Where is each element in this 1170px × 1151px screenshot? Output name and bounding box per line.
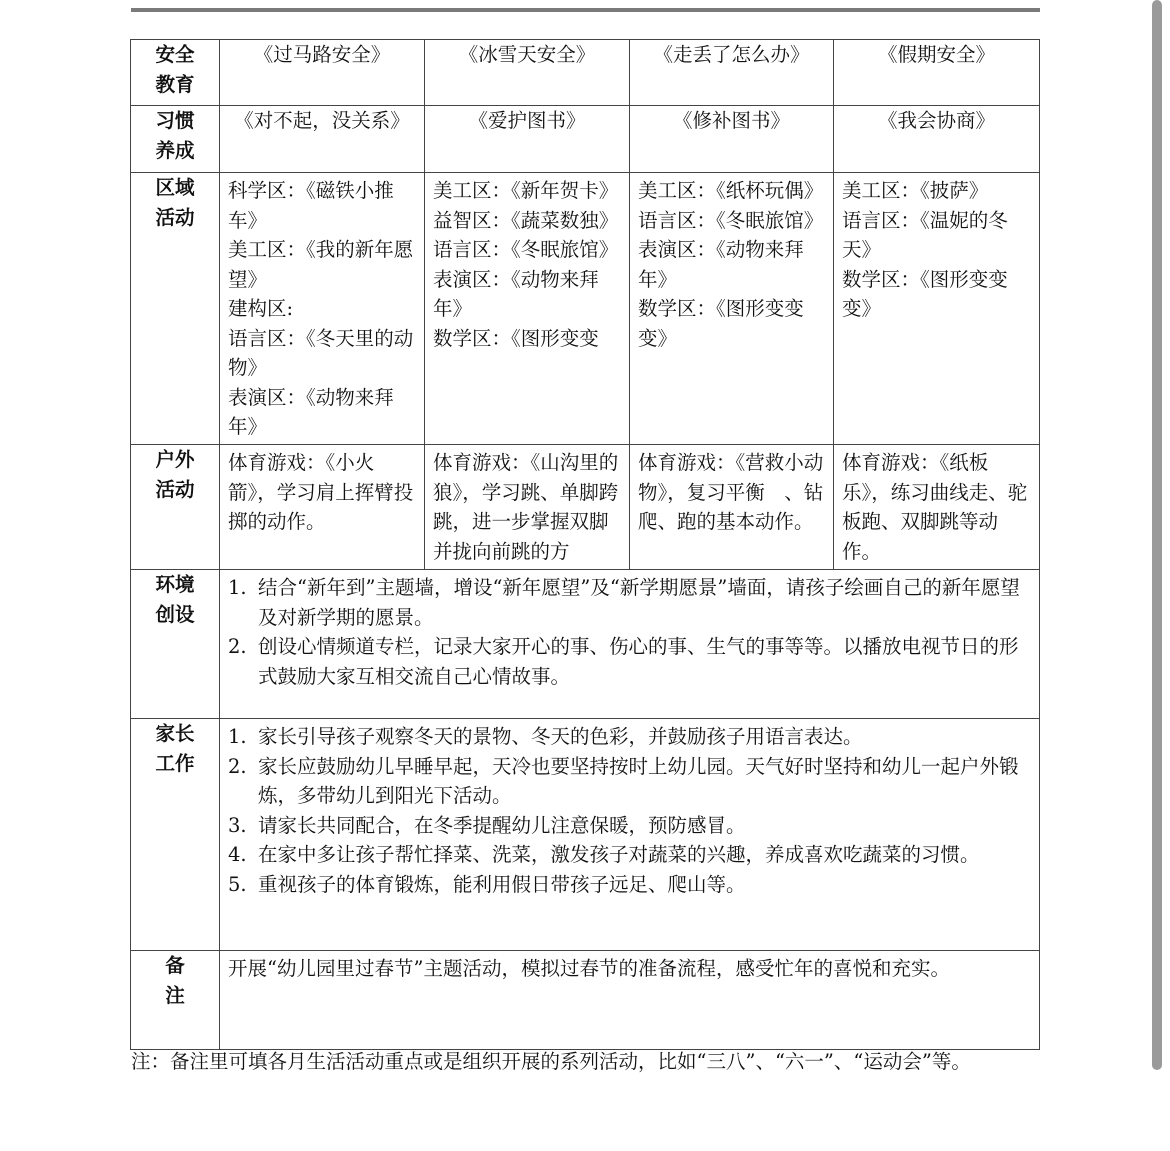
row-label-environment: [131, 570, 220, 719]
item-number: 1.: [228, 576, 247, 599]
label-text: 习惯: [155, 109, 195, 132]
list-item: [228, 632, 1031, 691]
area-list: [425, 173, 629, 444]
area-activity: 语言区：《冬眠旅馆》: [638, 208, 824, 232]
outdoor-week-3: [630, 445, 834, 570]
habit-week-3: 《修补图书》: [630, 106, 834, 173]
outdoor-text: 体育游戏：《山沟里的狼》，学习跳、单脚跨跳，进一步掌握双脚并拢向前跳的方: [433, 451, 619, 563]
list-item: [228, 722, 1031, 752]
safety-week-1: 《过马路安全》: [220, 40, 425, 106]
outdoor-week-4: [834, 445, 1040, 570]
label-text: 工作: [155, 752, 195, 775]
area-activity: 语言区：《冬天里的动物》: [228, 326, 414, 379]
item-number: 2.: [228, 635, 247, 658]
row-label-remarks: [131, 951, 220, 1050]
outdoor-text: 体育游戏：《营救小动物》，复习平衡 、钻爬、跑的基本动作。: [638, 451, 824, 533]
item-text: 请家长共同配合，在冬季提醒幼儿注意保暖，预防感冒。: [258, 813, 746, 837]
list-item: [228, 811, 1031, 841]
row-remarks: [131, 951, 1040, 1050]
item-number: 2.: [228, 754, 247, 778]
remarks-content: [220, 951, 1040, 1050]
item-number: 1.: [228, 725, 247, 748]
row-parents: [131, 719, 1040, 951]
area-activity: 美工区：《新年贺卡》: [433, 179, 619, 202]
safety-week-3: 《走丢了怎么办》: [630, 40, 834, 106]
list-item: [228, 573, 1031, 632]
habit-week-4: 《我会协商》: [834, 106, 1040, 173]
item-number: 3.: [228, 813, 247, 837]
list-item: [228, 840, 1031, 870]
habit-week-1: 《对不起，没关系》: [220, 106, 425, 173]
row-environment: [131, 570, 1040, 719]
row-label-habit: [131, 106, 220, 173]
area-list: [834, 173, 1039, 444]
row-label-parents: [131, 719, 220, 951]
outdoor-text: 体育游戏：《纸板乐》，练习曲线走、驼板跑、双脚跳等动作。: [842, 451, 1028, 563]
area-activity: 语言区：《冬眠旅馆》: [433, 238, 619, 261]
area-list: [630, 173, 833, 444]
area-activity: 数学区：《图形变变变》: [842, 267, 1008, 320]
label-line: [131, 570, 219, 630]
area-activity: 表演区：《动物来拜年》: [638, 238, 804, 291]
row-area: [131, 173, 1040, 445]
row-label-safety: [131, 40, 220, 106]
area-activity: 美工区：《披萨》: [842, 179, 989, 202]
label-line: [131, 40, 219, 100]
outdoor-week-2: [425, 445, 630, 570]
area-activity: 表演区：《动物来拜年》: [228, 385, 394, 438]
row-safety: [131, 40, 1040, 106]
area-activity: 美工区：《纸杯玩偶》: [638, 179, 824, 202]
parents-list: [220, 719, 1039, 899]
label-text: 创设: [155, 603, 195, 626]
habit-week-2: 《爱护图书》: [425, 106, 630, 173]
weekly-plan-table: [130, 39, 1040, 1050]
item-number: 4.: [228, 843, 247, 866]
area-activity: 益智区：《蔬菜数独》: [433, 208, 619, 232]
area-week-4: [834, 173, 1040, 445]
label-line: [131, 445, 219, 505]
label-text: 户外: [155, 448, 195, 471]
list-item: [228, 870, 1031, 900]
label-line: [131, 106, 219, 166]
area-activity: 数学区：《图形变变: [433, 326, 599, 350]
label-text: 养成: [155, 139, 195, 162]
area-week-1: [220, 173, 425, 445]
top-rule: [131, 8, 1040, 12]
remarks-text: 开展“幼儿园里过春节”主题活动，模拟过春节的准备流程，感受忙年的喜悦和充实。: [228, 957, 950, 980]
area-list: [220, 173, 424, 444]
label-text: 教育: [155, 73, 195, 96]
area-activity: 语言区：《温妮的冬天》: [842, 208, 1008, 261]
item-text: 家长应鼓励幼儿早睡早起，天冷也要坚持按时上幼儿园。天气好时坚持和幼儿一起户外锻炼，多带幼儿到阳光下活动。: [258, 754, 1019, 807]
row-habit: [131, 106, 1040, 173]
area-activity: 建构区:: [228, 297, 294, 320]
item-text: 结合“新年到”主题墙，增设“新年愿望”及“新学期愿景”墙面，请孩子绘画自己的新年愿望及对新学期的愿景。: [258, 576, 1020, 629]
label-line: [131, 173, 219, 233]
item-text: 在家中多让孩子帮忙择菜、洗菜，激发孩子对蔬菜的兴趣，养成喜欢吃蔬菜的习惯。: [258, 843, 980, 866]
row-label-outdoor: [131, 445, 220, 570]
outdoor-week-1: [220, 445, 425, 570]
label-text: 家长: [155, 722, 195, 745]
area-activity: 科学区：《磁铁小推车》: [228, 179, 394, 232]
vertical-scrollbar[interactable]: [1152, 0, 1162, 1070]
label-text: 区域: [155, 176, 195, 199]
area-activity: 数学区：《图形变变变》: [638, 297, 804, 350]
label-line: [131, 719, 219, 779]
footnote: 注：备注里可填各月生活活动重点或是组织开展的系列活动，比如“三八”、“六一”、“运动会”等。: [131, 1050, 971, 1073]
label-line: [131, 951, 219, 1011]
item-number: 5.: [228, 872, 247, 896]
outdoor-text: 体育游戏：《小火箭》，学习肩上挥臂投掷的动作。: [228, 451, 414, 533]
label-text: 环境: [155, 573, 195, 596]
list-item: [228, 752, 1031, 811]
area-week-2: [425, 173, 630, 445]
environment-list: [220, 570, 1039, 691]
parents-content: [220, 719, 1040, 951]
area-week-3: [630, 173, 834, 445]
area-activity: 美工区：《我的新年愿望》: [228, 238, 414, 291]
row-label-area: [131, 173, 220, 445]
item-text: 创设心情频道专栏，记录大家开心的事、伤心的事、生气的事等等。以播放电视节日的形式鼓励大家互相交流自己心情故事。: [258, 635, 1019, 688]
label-text: 活动: [155, 478, 195, 501]
label-text: 备: [165, 954, 185, 977]
safety-week-2: 《冰雪天安全》: [425, 40, 630, 106]
label-text: 注: [165, 984, 185, 1007]
environment-content: [220, 570, 1040, 719]
item-text: 家长引导孩子观察冬天的景物、冬天的色彩，并鼓励孩子用语言表达。: [258, 725, 863, 748]
label-text: 活动: [155, 206, 195, 229]
area-activity: 表演区：《动物来拜年》: [433, 267, 599, 320]
safety-week-4: 《假期安全》: [834, 40, 1040, 106]
label-text: 安全: [155, 43, 195, 66]
row-outdoor: [131, 445, 1040, 570]
item-text: 重视孩子的体育锻炼，能利用假日带孩子远足、爬山等。: [258, 872, 746, 896]
